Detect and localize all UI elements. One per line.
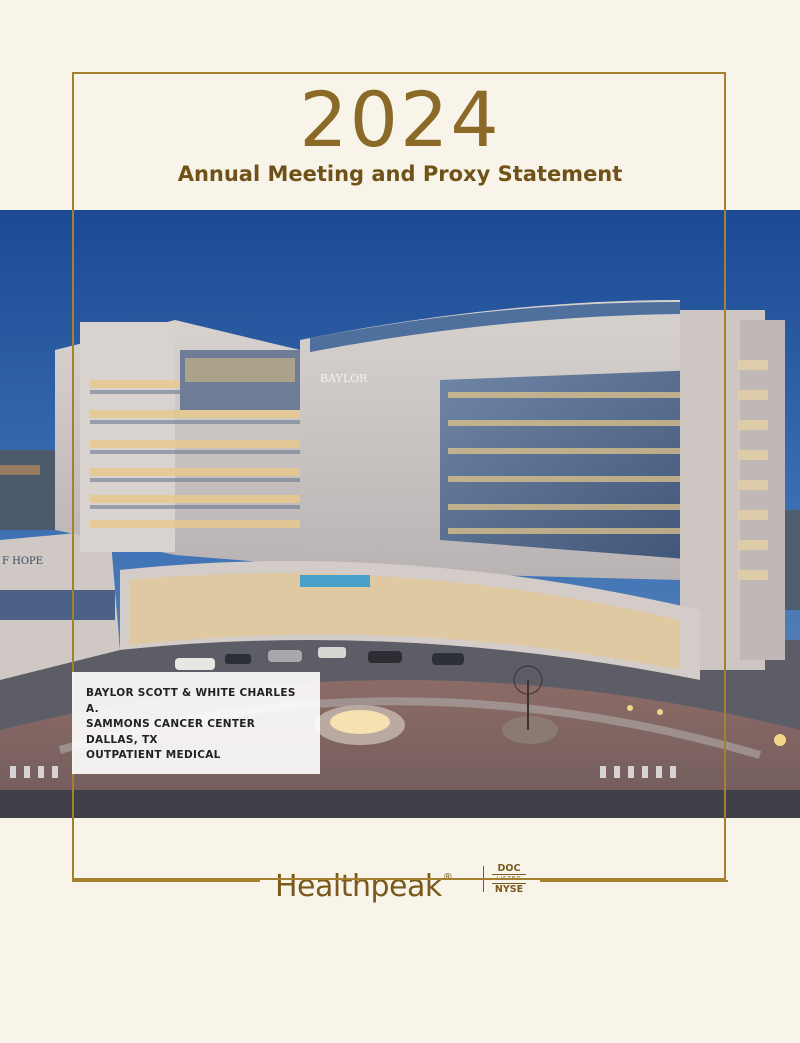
exchange-label: NYSE	[492, 883, 526, 895]
side-sign: F HOPE	[2, 556, 44, 567]
cover-year: 2024	[299, 75, 501, 164]
brand-name: Healthpeak	[275, 869, 442, 904]
footer-rule-left	[72, 880, 260, 882]
brand-footer	[0, 856, 800, 904]
caption-line-2: SAMMONS CANCER CENTER	[86, 718, 256, 730]
ticker-badge	[492, 863, 526, 895]
photo-caption	[72, 672, 320, 774]
caption-line-1: BAYLOR SCOTT & WHITE CHARLES A.	[86, 687, 296, 715]
building-sign: BAYLOR	[320, 372, 368, 385]
ticker-symbol: DOC	[492, 863, 526, 875]
caption-line-3: DALLAS, TX	[86, 733, 158, 746]
ticker-separator	[483, 866, 484, 892]
footer-rule-right	[540, 880, 728, 882]
cover-subtitle: Annual Meeting and Proxy Statement	[177, 162, 623, 186]
brand-logo	[275, 856, 452, 909]
registered-mark: ®	[442, 872, 453, 883]
caption-line-4: OUTPATIENT MEDICAL	[86, 749, 221, 761]
listed-label: LISTED	[496, 876, 522, 882]
